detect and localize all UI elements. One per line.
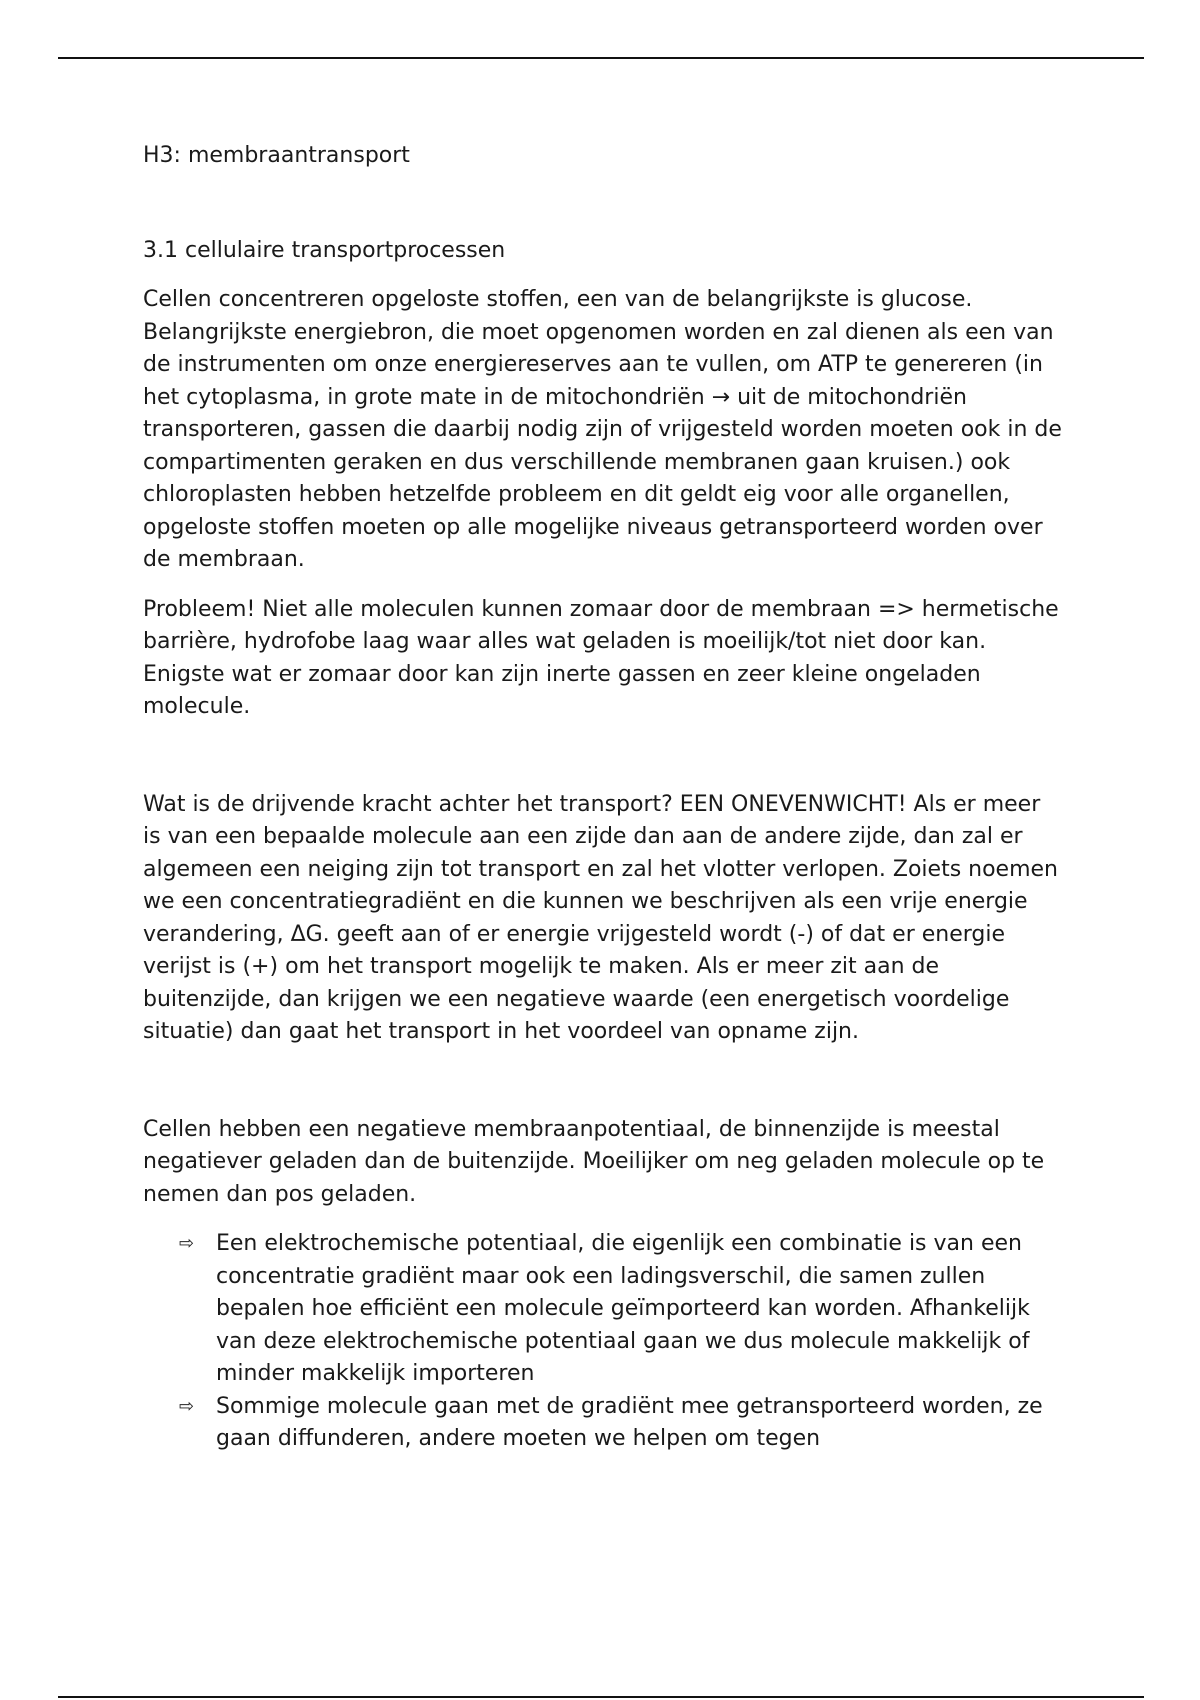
paragraph-driving-force: Wat is de drijvende kracht achter het transport? EEN ONEVENWICHT! Als er meer is van een bepaalde molecule aan een zijde dan aan de andere zijde, dan zal er algemeen een neiging zijn tot transport en zal het vlotter verlopen. Zoiets noemen we een concentratiegradiënt en die kunnen we beschrijven als een vrije energie verandering, ΔG. geeft aan of er energie vrijgesteld wordt (-) of dat er energie verijst is (+) om het transport mogelijk te maken. Als er meer zit aan de buitenzijde, dan krijgen we een negatieve waarde (een energetisch voordelige situatie) dan gaat het transport in het voordeel van opname zijn. (143, 791, 1058, 1044)
chapter-heading: H3: membraantransport (143, 143, 410, 168)
list-item (143, 1391, 1063, 1456)
paragraph-membrane-potential: Cellen hebben een negatieve membraanpotentiaal, de binnenzijde is meestal negatiever geladen dan de buitenzijde. Moeilijker om neg geladen molecule op te nemen dan pos geladen. (143, 1116, 1045, 1207)
paragraph-membrane-barrier: Probleem! Niet alle moleculen kunnen zomaar door de membraan => hermetische barrière, hydrofobe laag waar alles wat geladen is moeilijk/tot niet door kan. Enigste wat er zomaar door kan zijn inerte gassen en zeer kleine ongeladen molecule. (143, 596, 1059, 719)
hollow-arrow-right-icon: ⇨ (179, 1233, 195, 1254)
section-title: 3.1 cellulaire transportprocessen (143, 237, 506, 263)
footer-rule (58, 1696, 1144, 1698)
document-body (143, 140, 1063, 1456)
hollow-arrow-right-icon: ⇨ (179, 1395, 195, 1417)
paragraph-glucose: Cellen concentreren opgeloste stoffen, een van de belangrijkste is glucose. Belangrijkste energiebron, die moet opgenomen worden en zal dienen als een van de instrumenten om onze energiereserves aan te vullen, om ATP te genereren (in het cytoplasma, in grote mate in de mitochondriën → uit de mitochondriën transporteren, gassen die daarbij nodig zijn of vrijgesteld worden moeten ook in de compartimenten geraken en dus verschillende membranen gaan kruisen.) ook chloroplasten hebben hetzelfde probleem en dit geldt eig voor alle organellen, opgeloste stoffen moeten op alle mogelijke niveaus getransporteerd worden over de membraan. (143, 287, 1062, 572)
bullet-text: Sommige molecule gaan met de gradiënt mee getransporteerd worden, ze gaan diffunderen, andere moeten we helpen om tegen (216, 1393, 1043, 1451)
list-item (143, 1228, 1063, 1391)
bullet-text: Een elektrochemische potentiaal, die eigenlijk een combinatie is van een concentratie gradiënt maar ook een ladingsverschil, die samen zullen bepalen hoe efficiënt een molecule geïmporteerd kan worden. Afhankelijk van deze elektrochemische potentiaal gaan we dus molecule makkelijk of minder makkelijk importeren (216, 1231, 1030, 1386)
header-rule (58, 57, 1144, 59)
bullet-list (143, 1228, 1063, 1456)
